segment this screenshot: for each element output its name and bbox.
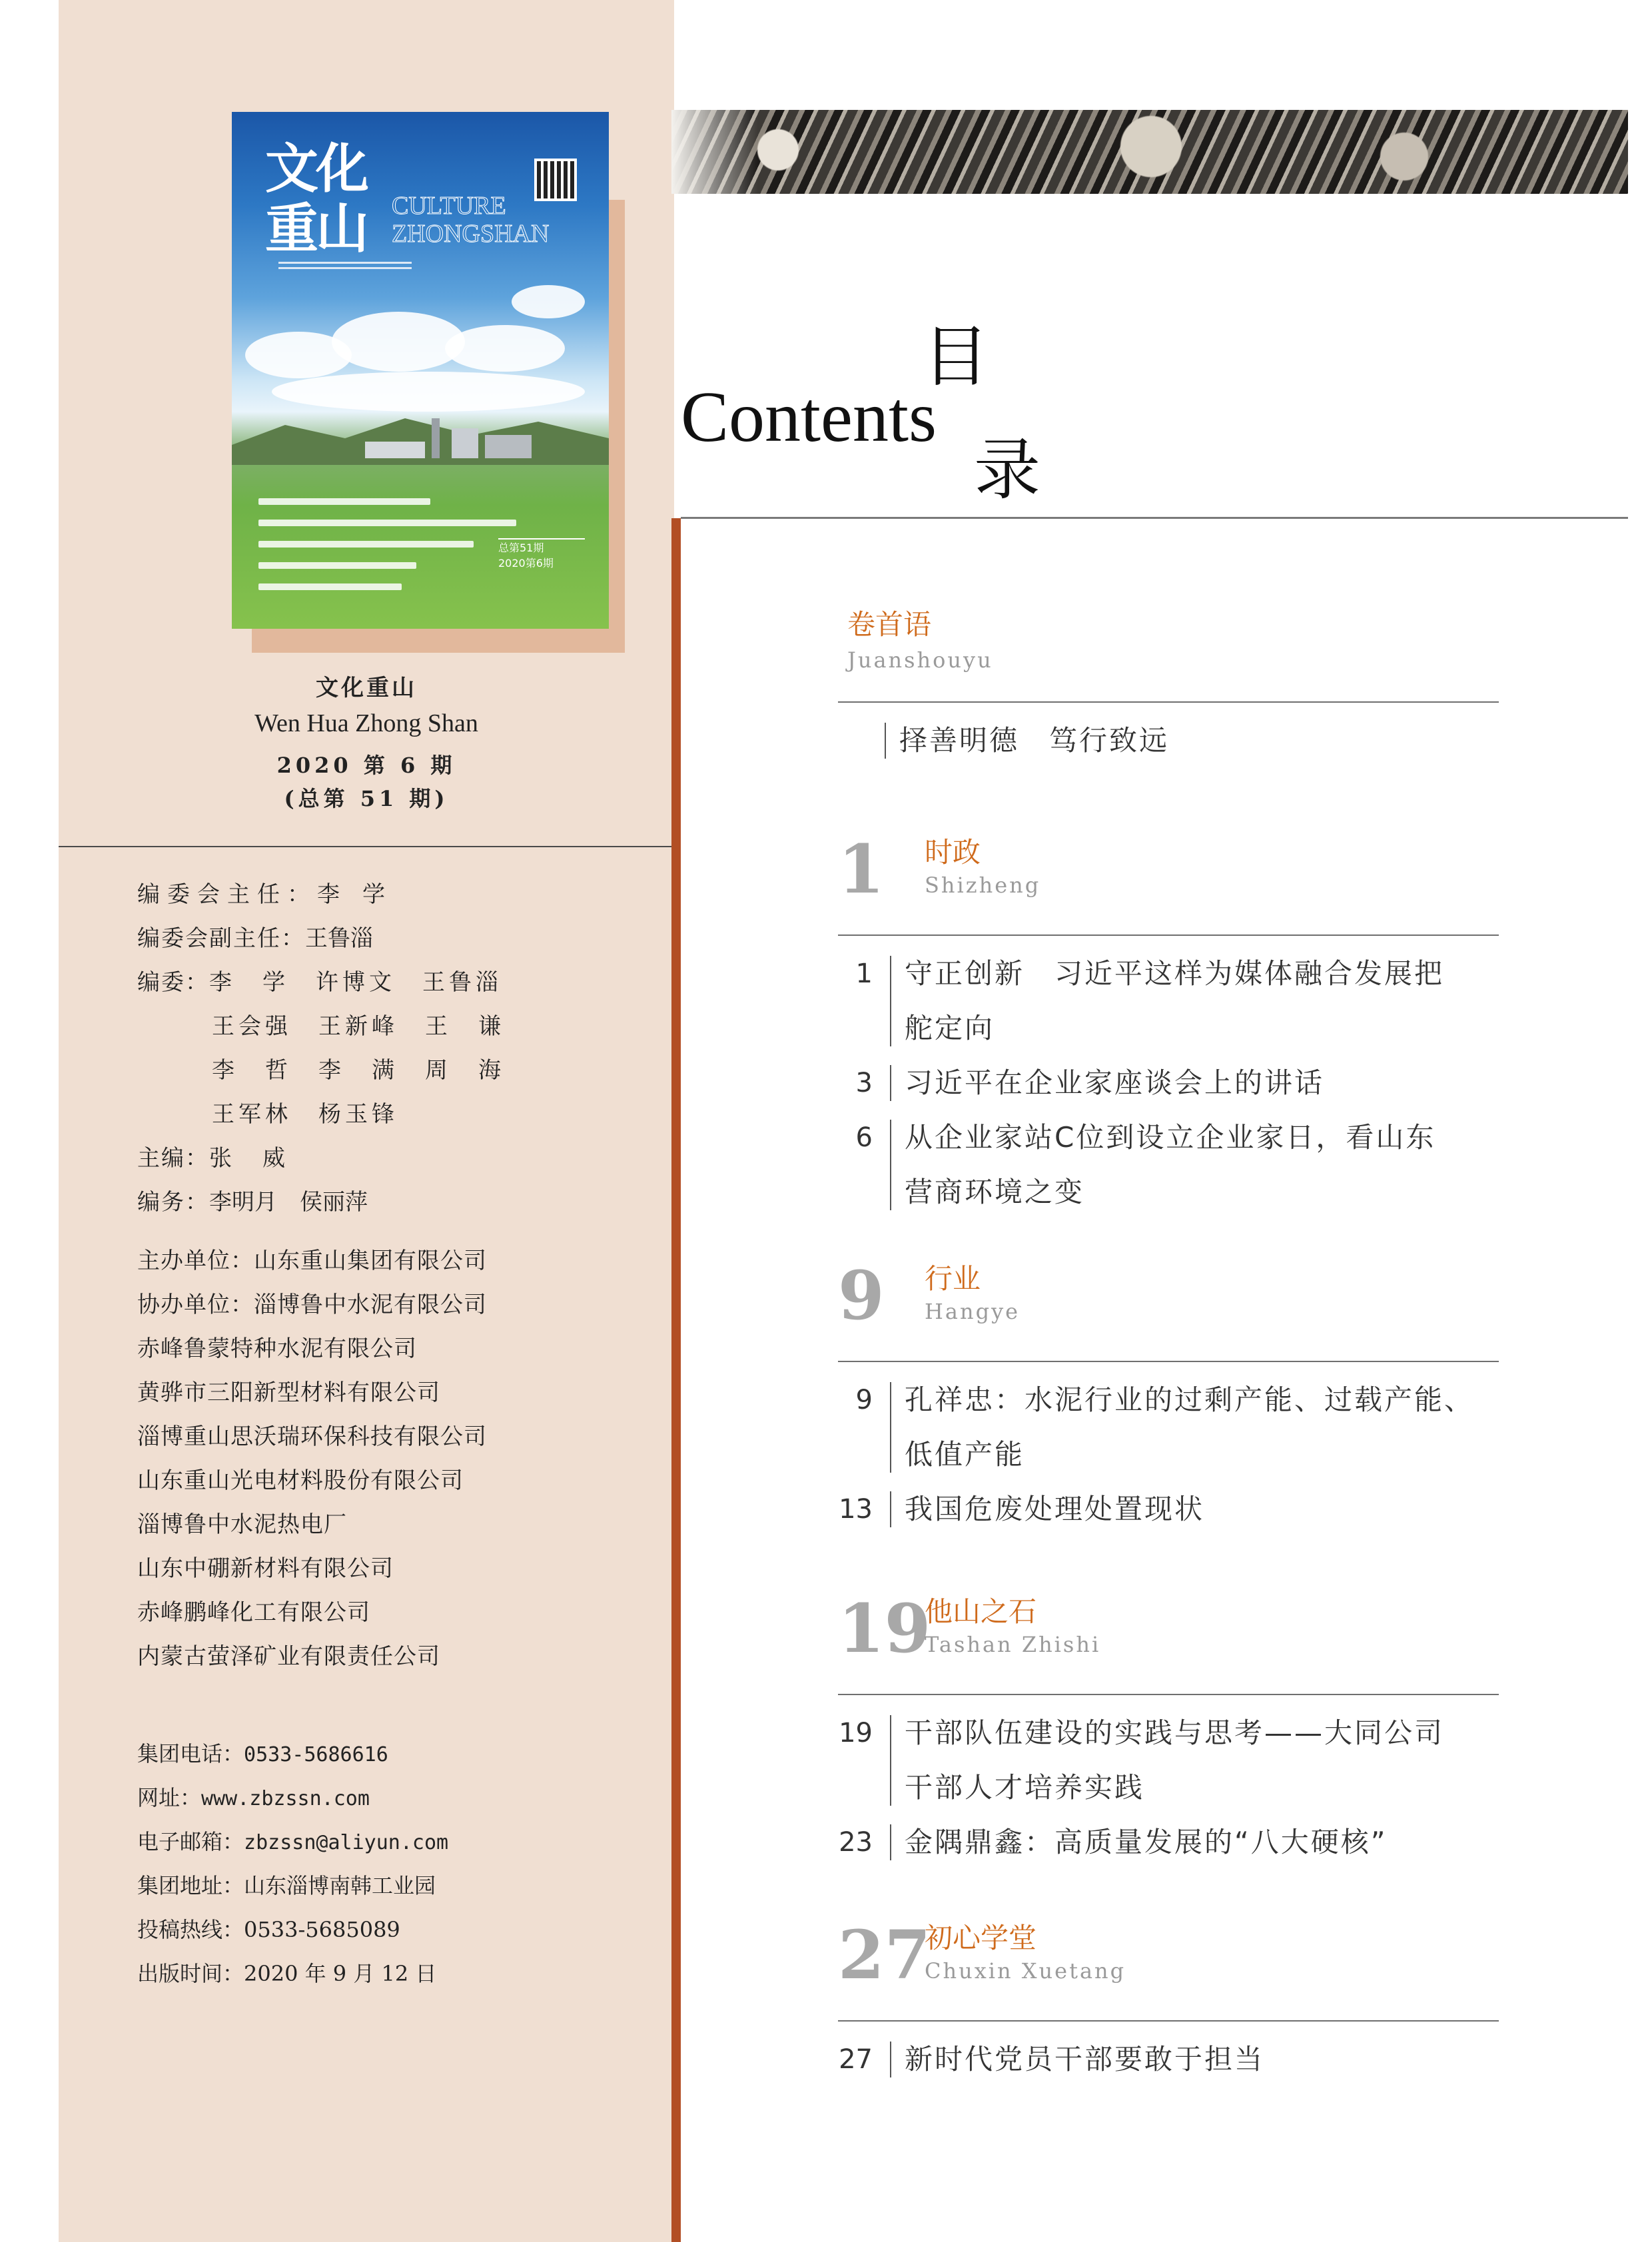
toc-entry-title: 金隅鼎鑫：高质量发展的“八大硬核” <box>905 1826 1388 1858</box>
toc-entry-page: 19 <box>839 1718 873 1748</box>
contact-phone: 集团电话：0533-5686616 <box>137 1741 388 1766</box>
toc-entry-title: 舵定向 <box>905 1012 995 1044</box>
credit-editors: 编务：李明月 侯丽萍 <box>137 1189 368 1216</box>
cover-mountain-graphic <box>232 405 609 465</box>
toc-entry-page: 6 <box>855 1122 873 1153</box>
section-rule <box>838 1361 1499 1362</box>
toc-entry-bar <box>885 723 886 759</box>
cover-english-title: CULTURE ZHONGSHAN <box>392 192 550 248</box>
organizations-list <box>137 1239 487 1679</box>
contents-heading-cn-1: 目 <box>923 318 989 396</box>
credit-committee: 编委：李 学 许博文 王鲁淄 <box>137 969 502 996</box>
credit-chief-editor: 主编：张 威 <box>137 1145 289 1172</box>
section-pinyin: Shizheng <box>925 873 1041 898</box>
co-organizer: 赤峰鹏峰化工有限公司 <box>137 1599 370 1626</box>
section-rule <box>838 934 1499 936</box>
cover-logo: 文化重山 <box>265 137 366 260</box>
co-organizer: 黄骅市三阳新型材料有限公司 <box>137 1379 440 1406</box>
section-number: 9 <box>838 1256 885 1335</box>
toc-entry-bar <box>890 2042 891 2077</box>
toc-entry-bar <box>890 1824 891 1860</box>
total-issue-number: (总第 51 期) <box>284 786 449 811</box>
credit-committee-row: 王军林 杨玉锋 <box>212 1101 398 1128</box>
magazine-pinyin: Wen Hua Zhong Shan <box>254 709 478 737</box>
section-rule <box>838 1694 1499 1695</box>
contact-address: 集团地址：山东淄博南韩工业园 <box>137 1873 436 1898</box>
qr-code-icon <box>534 159 577 201</box>
co-organizer: 内蒙古萤泽矿业有限责任公司 <box>137 1643 440 1670</box>
contents-heading-cn-2: 录 <box>974 431 1040 509</box>
toc-entry-page: 27 <box>839 2044 873 2075</box>
credit-deputy: 编委会副主任：王鲁淄 <box>137 925 373 952</box>
toc-entry-title: 新时代党员干部要敢于担当 <box>905 2043 1265 2075</box>
toc-entry-title: 守正创新 习近平这样为媒体融合发展把 <box>905 957 1445 990</box>
credit-committee-row: 王会强 王新峰 王 谦 <box>212 1013 505 1040</box>
co-organizer: 淄博鲁中水泥热电厂 <box>137 1511 347 1538</box>
section-number: 19 <box>838 1589 931 1668</box>
toc-entry-title: 干部队伍建设的实践与思考——大同公司 <box>905 1716 1445 1749</box>
co-organizer: 赤峰鲁蒙特种水泥有限公司 <box>137 1335 417 1362</box>
masthead-panel <box>59 0 674 2242</box>
toc-entry-page: 23 <box>839 1827 873 1858</box>
toc-entry-bar <box>890 1382 891 1473</box>
section-number: 1 <box>838 830 885 909</box>
contents-heading: Contents <box>681 378 937 457</box>
accent-bar <box>671 518 681 2242</box>
cover-subtitle-lines <box>278 262 412 271</box>
section-pinyin: Juanshouyu <box>847 647 993 673</box>
toc-entry-title: 择善明德 笃行致远 <box>899 724 1170 757</box>
co-organizer: 淄博重山思沃瑞环保科技有限公司 <box>137 1423 487 1450</box>
toc-entry-title: 低值产能 <box>905 1438 1025 1471</box>
contact-info <box>137 1732 448 1996</box>
co-organizer: 山东重山光电材料股份有限公司 <box>137 1467 464 1494</box>
section-pinyin: Chuxin Xuetang <box>925 1958 1126 1984</box>
toc-entry-bar <box>890 1120 891 1210</box>
decorative-banner <box>671 110 1628 194</box>
toc-entry-page: 3 <box>855 1068 873 1098</box>
section-rule <box>838 701 1499 703</box>
publish-date: 出版时间：2020 年 9 月 12 日 <box>137 1961 437 1986</box>
contact-hotline: 投稿热线：0533-5685089 <box>137 1917 400 1942</box>
section-title: 卷首语 <box>847 608 932 641</box>
toc-entry-title: 营商环境之变 <box>905 1176 1085 1208</box>
toc-entry-page: 9 <box>855 1385 873 1415</box>
section-title: 他山之石 <box>925 1595 1037 1628</box>
credit-committee-row: 李 哲 李 满 周 海 <box>212 1057 505 1084</box>
toc-entry-title: 干部人才培养实践 <box>905 1771 1145 1804</box>
toc-entry-page: 1 <box>855 958 873 989</box>
toc-entry-title: 习近平在企业家座谈会上的讲话 <box>905 1066 1325 1099</box>
toc-entry-bar <box>890 1065 891 1101</box>
section-pinyin: Hangye <box>925 1299 1021 1324</box>
issue-number: 2020 第 6 期 <box>276 753 456 778</box>
section-number: 27 <box>838 1916 931 1994</box>
toc-entry-bar <box>890 1715 891 1806</box>
credit-director: 编委会主任：李 学 <box>137 881 385 908</box>
toc-entry-title: 我国危废处理处置现状 <box>905 1493 1205 1525</box>
section-title: 行业 <box>925 1262 981 1295</box>
co-organizer: 协办单位：淄博鲁中水泥有限公司 <box>137 1292 487 1318</box>
host-organization: 主办单位：山东重山集团有限公司 <box>137 1248 487 1274</box>
cover-image <box>232 112 609 629</box>
toc-entry-title: 从企业家站C位到设立企业家日，看山东 <box>905 1121 1436 1154</box>
cover-issue-badge: 总第51期 2020第6期 <box>498 538 585 586</box>
toc-entry-title: 孔祥忠：水泥行业的过剩产能、过载产能、 <box>905 1383 1475 1416</box>
contact-email: 电子邮箱：zbzssn@aliyun.com <box>137 1829 449 1854</box>
toc-entry-bar <box>890 1491 891 1527</box>
co-organizer: 山东中硼新材料有限公司 <box>137 1555 394 1582</box>
section-title: 初心学堂 <box>925 1922 1037 1954</box>
section-pinyin: Tashan Zhishi <box>925 1632 1101 1657</box>
section-rule <box>838 2020 1499 2022</box>
toc-entry-bar <box>890 956 891 1046</box>
contents-rule <box>681 517 1628 519</box>
toc-entry-page: 13 <box>839 1494 873 1525</box>
magazine-title: 文化重山 <box>316 675 417 701</box>
section-title: 时政 <box>925 836 981 869</box>
editorial-credits <box>137 873 670 1224</box>
masthead-divider <box>59 846 674 847</box>
contact-website: 网址：www.zbzssn.com <box>137 1785 370 1810</box>
